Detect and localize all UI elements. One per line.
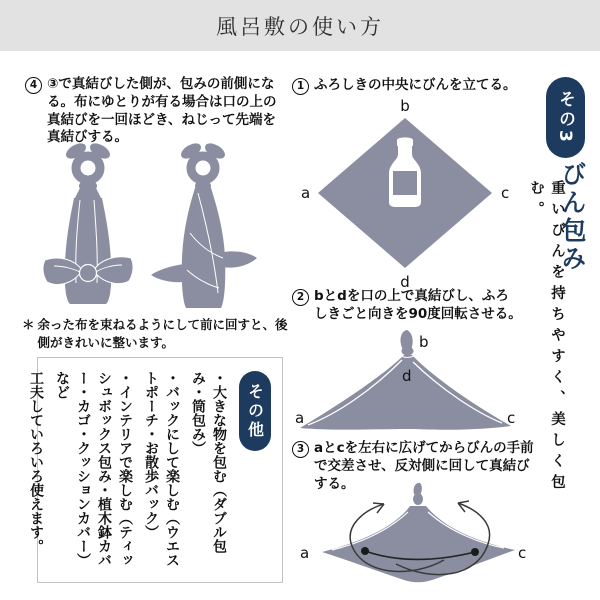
section-badge: その3 (546, 77, 585, 158)
step-4 (25, 76, 277, 147)
step-3-number: 3 (292, 441, 309, 458)
corner-label-d: d (402, 367, 412, 385)
others-item: ・大きな物を包む（ダブル包み・筒包み） (190, 371, 227, 553)
step-1-number: 1 (292, 78, 309, 95)
others-item: ・バックにして楽しむ（ウエストポーチ・お散歩バック） (143, 371, 180, 567)
step-1 (292, 77, 538, 95)
furoshiki-flat-diagram (290, 96, 520, 296)
furoshiki-cross-wrap-diagram (292, 482, 532, 598)
note-marker: ＊ (22, 317, 35, 332)
note-text: 余った布を束ねるようにして前に回すと、後側がきれいに整います。 (37, 317, 288, 350)
step-1-text: ふろしきの中央にびんを立てる。 (314, 77, 517, 93)
step-2-text: bとdを口の上で真結びし、ふろしきごと向きを90度回転させる。 (314, 288, 522, 322)
others-item: 工夫していろいろ使えます。 (28, 371, 44, 553)
section-tagline: 重いびんを持ちやすく、美しく包む。 (528, 180, 565, 495)
section-title: びん包み (558, 161, 587, 273)
corner-label-b: b (400, 97, 410, 115)
step-2-number: 2 (292, 289, 309, 306)
wrapped-bottle-front-knot-illustration (43, 140, 133, 304)
wrapped-bottles-illustration (30, 138, 280, 313)
cross-point-right (471, 548, 479, 556)
corner-label-b: b (419, 333, 429, 351)
step-2 (292, 288, 522, 324)
corner-label-c: c (501, 184, 510, 202)
cross-point-left (361, 547, 369, 555)
corner-label-c: c (507, 409, 516, 427)
page-title: 風呂敷の使い方 (216, 14, 384, 39)
step-3-text: aとcを左右に広げてからびんの手前で交差させ、反対側に回して真結びする。 (314, 440, 534, 492)
step-4-number: 4 (25, 77, 42, 94)
corner-label-d: d (400, 273, 410, 291)
corner-label-a: a (295, 409, 305, 427)
corner-label-c: c (518, 544, 527, 562)
note (22, 316, 294, 351)
others-box (28, 357, 283, 583)
others-badge: その他 (239, 371, 271, 451)
corner-label-a: a (300, 544, 310, 562)
corner-label-a: a (301, 184, 311, 202)
others-item: ・インテリアで楽しむ（ティッシュボックス包み・植木鉢カバー・カゴ・クッションカバー）など (54, 371, 133, 567)
furoshiki-draped-diagram (292, 328, 520, 434)
step-4-text: ③で真結びした側が、包みの前側になる。布にゆとりが有る場合は口の上の真結びを一回ほどき、ねじって先端を真結びする。 (47, 76, 277, 146)
wrapped-bottle-side-knot-illustration (151, 140, 257, 308)
page-header (0, 0, 600, 51)
